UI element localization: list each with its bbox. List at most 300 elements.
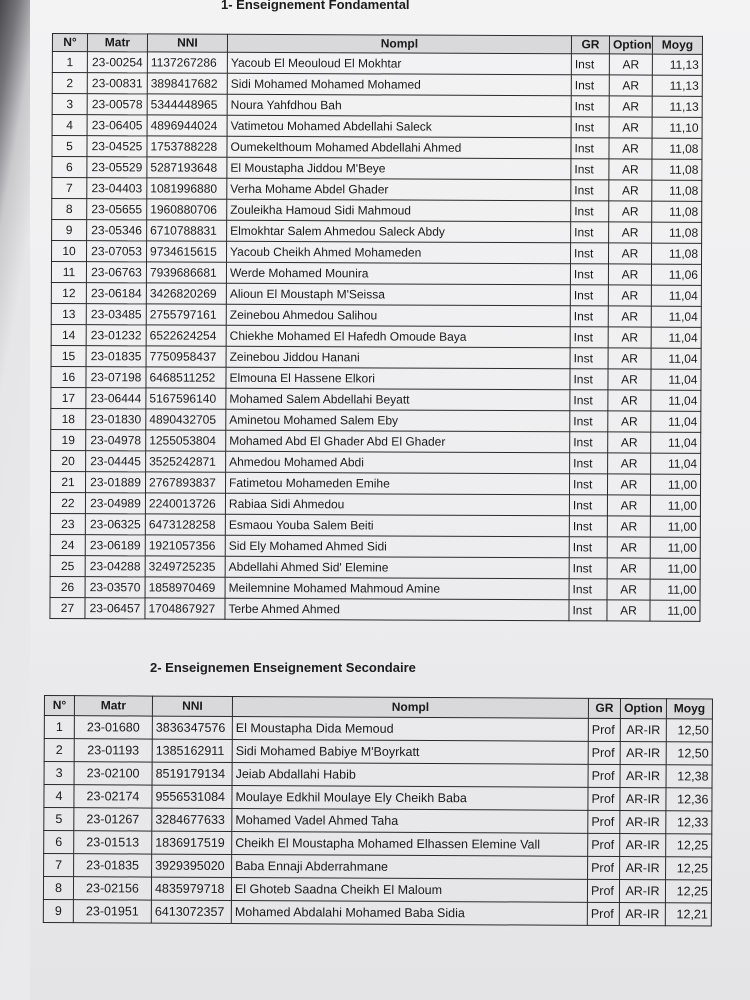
cell-gr: Inst xyxy=(570,327,608,348)
cell-num: 1 xyxy=(52,52,87,73)
cell-option: AR-IR xyxy=(619,880,665,903)
table-row xyxy=(44,716,712,742)
table-row xyxy=(51,345,701,369)
cell-moyg: 11,00 xyxy=(650,600,700,621)
cell-option: AR-IR xyxy=(620,742,666,765)
cell-option: AR-IR xyxy=(620,788,666,811)
secondaire-table xyxy=(43,695,713,926)
cell-option: AR xyxy=(607,474,650,495)
table-row xyxy=(52,220,702,244)
cell-matr: 23-01232 xyxy=(86,325,146,346)
cell-nompl: Mohamed Abd El Ghader Abd El Ghader xyxy=(226,430,570,453)
col-header-nompl: Nompl xyxy=(227,34,571,54)
cell-moyg: 11,04 xyxy=(651,327,701,348)
cell-nompl: Esmaou Youba Salem Beiti xyxy=(225,514,569,537)
col-header-moyg: Moyg xyxy=(666,699,712,719)
cell-nompl: Verha Mohame Abdel Ghader xyxy=(227,178,571,201)
cell-nompl: Yacoub El Meouloud El Mokhtar xyxy=(227,52,571,75)
cell-num: 4 xyxy=(52,115,87,136)
cell-num: 20 xyxy=(51,450,86,471)
cell-nni: 9556531084 xyxy=(152,785,232,808)
cell-gr: Inst xyxy=(569,474,607,495)
cell-matr: 23-01835 xyxy=(86,346,146,367)
cell-option: AR-IR xyxy=(620,719,666,742)
cell-option: AR-IR xyxy=(619,903,665,926)
cell-matr: 23-03570 xyxy=(85,577,145,598)
col-header-gr: GR xyxy=(571,36,609,54)
cell-moyg: 11,00 xyxy=(650,579,700,600)
cell-num: 23 xyxy=(50,513,85,534)
cell-nompl: Baba Ennaji Abderrahmane xyxy=(232,854,588,879)
table-row xyxy=(52,178,702,202)
cell-nni: 1255053804 xyxy=(146,430,226,451)
cell-gr: Inst xyxy=(569,600,607,621)
cell-matr: 23-07053 xyxy=(87,241,147,262)
cell-option: AR xyxy=(608,453,651,474)
table-row xyxy=(51,366,701,390)
cell-option: AR xyxy=(607,579,650,600)
table-row xyxy=(44,762,712,788)
cell-gr: Inst xyxy=(569,537,607,558)
cell-moyg: 12,25 xyxy=(665,880,711,903)
cell-matr: 23-02100 xyxy=(74,762,152,785)
cell-gr: Prof xyxy=(588,833,620,856)
cell-gr: Inst xyxy=(571,54,609,75)
cell-moyg: 11,00 xyxy=(650,558,700,579)
cell-num: 3 xyxy=(44,762,74,785)
table-row xyxy=(50,471,700,495)
cell-num: 12 xyxy=(51,282,86,303)
cell-num: 2 xyxy=(44,739,74,762)
cell-nompl: Mohamed Salem Abdellahi Beyatt xyxy=(226,388,570,411)
cell-num: 14 xyxy=(51,324,86,345)
cell-option: AR xyxy=(608,348,651,369)
cell-nompl: Yacoub Cheikh Ahmed Mohameden xyxy=(227,241,571,264)
table-row xyxy=(50,492,700,516)
cell-option: AR xyxy=(607,495,650,516)
cell-nompl: Ahmedou Mohamed Abdi xyxy=(226,451,570,474)
col-header-gr: GR xyxy=(588,698,620,718)
cell-num: 17 xyxy=(51,387,86,408)
cell-matr: 23-01513 xyxy=(74,831,152,854)
table-row xyxy=(50,555,700,579)
cell-nni: 7939686681 xyxy=(146,262,226,283)
table-body xyxy=(43,716,712,926)
cell-moyg: 11,08 xyxy=(652,159,702,180)
cell-moyg: 11,10 xyxy=(652,117,702,138)
cell-matr: 23-01830 xyxy=(86,409,146,430)
cell-num: 18 xyxy=(51,408,86,429)
col-header-nompl: Nompl xyxy=(232,696,588,718)
cell-nompl: Jeiab Abdallahi Habib xyxy=(232,762,588,787)
section-2-title: 2- Enseignemen Enseignement Secondaire xyxy=(150,660,416,675)
cell-num: 4 xyxy=(44,785,74,808)
cell-option: AR xyxy=(608,390,651,411)
col-header-num: N° xyxy=(44,696,74,716)
cell-moyg: 11,04 xyxy=(651,306,701,327)
cell-num: 22 xyxy=(50,492,85,513)
cell-moyg: 12,25 xyxy=(666,857,712,880)
cell-moyg: 11,04 xyxy=(651,411,701,432)
cell-moyg: 12,33 xyxy=(666,811,712,834)
cell-nni: 6473128258 xyxy=(145,514,225,535)
cell-nompl: Zeinebou Jiddou Hanani xyxy=(226,346,570,369)
cell-nni: 1385162911 xyxy=(152,739,232,762)
cell-moyg: 11,04 xyxy=(651,348,701,369)
cell-num: 8 xyxy=(52,199,87,220)
cell-gr: Inst xyxy=(571,138,609,159)
cell-nompl: El Moustapha Jiddou M'Beye xyxy=(227,157,571,180)
cell-gr: Inst xyxy=(569,495,607,516)
cell-num: 21 xyxy=(50,471,85,492)
cell-matr: 23-06189 xyxy=(85,535,145,556)
cell-gr: Prof xyxy=(588,718,620,741)
cell-moyg: 11,04 xyxy=(651,453,701,474)
cell-moyg: 11,13 xyxy=(652,75,702,96)
col-header-moyg: Moyg xyxy=(652,36,702,54)
cell-matr: 23-05346 xyxy=(87,220,147,241)
cell-matr: 23-05655 xyxy=(87,199,147,220)
cell-gr: Inst xyxy=(570,243,608,264)
cell-num: 11 xyxy=(51,262,86,283)
cell-moyg: 11,08 xyxy=(652,222,702,243)
cell-matr: 23-01193 xyxy=(74,739,152,762)
table-row xyxy=(52,241,702,265)
cell-moyg: 11,00 xyxy=(650,495,700,516)
cell-gr: Prof xyxy=(588,764,620,787)
section-1-title: 1- Enseignement Fondamental xyxy=(221,0,410,12)
col-header-num: N° xyxy=(52,34,87,52)
cell-option: AR xyxy=(609,75,652,96)
cell-nompl: Elmokhtar Salem Ahmedou Saleck Abdy xyxy=(227,220,571,243)
cell-num: 10 xyxy=(52,241,87,262)
col-header-nni: NNI xyxy=(152,696,232,716)
cell-nompl: Mohamed Abdalahi Mohamed Baba Sidia xyxy=(231,900,587,925)
cell-gr: Inst xyxy=(569,516,607,537)
table-row xyxy=(51,324,701,348)
cell-nompl: Meilemnine Mohamed Mahmoud Amine xyxy=(225,577,569,600)
cell-nni: 3836347576 xyxy=(152,716,232,739)
cell-moyg: 11,00 xyxy=(650,474,700,495)
cell-moyg: 12,25 xyxy=(666,834,712,857)
cell-num: 13 xyxy=(51,303,86,324)
cell-nompl: El Ghoteb Saadna Cheikh El Maloum xyxy=(231,877,587,902)
cell-nni: 1858970469 xyxy=(145,577,225,598)
cell-nni: 1081996880 xyxy=(147,178,227,199)
cell-moyg: 11,08 xyxy=(652,201,702,222)
cell-gr: Inst xyxy=(570,285,608,306)
cell-nni: 2240013726 xyxy=(145,493,225,514)
cell-nompl: Zeinebou Ahmedou Salihou xyxy=(226,304,570,327)
cell-gr: Inst xyxy=(571,180,609,201)
cell-option: AR xyxy=(609,222,652,243)
table-row xyxy=(44,831,712,857)
cell-nompl: Terbe Ahmed Ahmed xyxy=(225,598,569,621)
table-body xyxy=(50,52,702,622)
cell-num: 7 xyxy=(44,854,74,877)
cell-nni: 5344448965 xyxy=(147,94,227,115)
cell-option: AR xyxy=(608,243,651,264)
cell-nompl: Fatimetou Mohameden Emihe xyxy=(225,472,569,495)
cell-gr: Inst xyxy=(569,579,607,600)
cell-nni: 6468511252 xyxy=(146,367,226,388)
cell-nompl: Noura Yahfdhou Bah xyxy=(227,94,571,117)
table-row xyxy=(51,303,701,327)
cell-matr: 23-01889 xyxy=(85,472,145,493)
cell-option: AR xyxy=(607,600,650,621)
cell-option: AR xyxy=(608,369,651,390)
table-row xyxy=(50,576,700,600)
cell-nni: 1836917519 xyxy=(152,831,232,854)
cell-nni: 5167596140 xyxy=(146,388,226,409)
cell-nni: 3525242871 xyxy=(146,451,226,472)
cell-nompl: El Moustapha Dida Memoud xyxy=(232,716,588,741)
cell-matr: 23-06763 xyxy=(86,262,146,283)
table-row xyxy=(52,136,702,160)
cell-option: AR xyxy=(608,432,651,453)
cell-nompl: Sid Ely Mohamed Ahmed Sidi xyxy=(225,535,569,558)
cell-nni: 4835979718 xyxy=(151,877,231,900)
cell-nompl: Oumekelthoum Mohamed Abdellahi Ahmed xyxy=(227,136,571,159)
cell-nni: 2755797161 xyxy=(146,304,226,325)
cell-nni: 9734615615 xyxy=(147,241,227,262)
cell-matr: 23-00831 xyxy=(87,73,147,94)
table-row xyxy=(51,450,701,474)
cell-gr: Inst xyxy=(570,453,608,474)
table-row xyxy=(44,854,712,880)
table-row xyxy=(51,429,701,453)
cell-moyg: 11,13 xyxy=(652,96,702,117)
cell-option: AR xyxy=(609,54,652,75)
cell-matr: 23-00578 xyxy=(87,94,147,115)
table-row xyxy=(52,94,702,118)
cell-nni: 1704867927 xyxy=(145,598,225,619)
cell-moyg: 12,36 xyxy=(666,788,712,811)
cell-option: AR xyxy=(609,201,652,222)
cell-num: 3 xyxy=(52,94,87,115)
cell-nompl: Moulaye Edkhil Moulaye Ely Cheikh Baba xyxy=(232,785,588,810)
cell-gr: Inst xyxy=(570,348,608,369)
table-row xyxy=(52,115,702,139)
cell-nompl: Aminetou Mohamed Salem Eby xyxy=(226,409,570,432)
table-row xyxy=(43,899,711,925)
cell-moyg: 11,08 xyxy=(652,138,702,159)
cell-gr: Inst xyxy=(571,96,609,117)
cell-moyg: 11,04 xyxy=(651,432,701,453)
cell-moyg: 12,50 xyxy=(666,742,712,765)
table-row xyxy=(50,513,700,537)
cell-nni: 7750958437 xyxy=(146,346,226,367)
table-row xyxy=(52,157,702,181)
cell-moyg: 11,08 xyxy=(652,180,702,201)
cell-gr: Prof xyxy=(587,902,619,925)
col-header-matr: Matr xyxy=(74,696,152,716)
cell-nompl: Vatimetou Mohamed Abdellahi Saleck xyxy=(227,115,571,138)
cell-nni: 3249725235 xyxy=(145,556,225,577)
cell-gr: Inst xyxy=(570,264,608,285)
cell-num: 1 xyxy=(44,716,74,739)
col-header-matr: Matr xyxy=(87,34,147,52)
cell-nni: 1921057356 xyxy=(145,535,225,556)
cell-nni: 4896944024 xyxy=(147,115,227,136)
cell-matr: 23-06184 xyxy=(86,283,146,304)
cell-gr: Inst xyxy=(570,369,608,390)
cell-moyg: 11,13 xyxy=(652,54,702,75)
cell-matr: 23-06325 xyxy=(85,514,145,535)
cell-matr: 23-02174 xyxy=(74,785,152,808)
table-row xyxy=(44,808,712,834)
cell-moyg: 11,00 xyxy=(650,516,700,537)
col-header-option: Option xyxy=(609,36,652,54)
cell-nni: 3426820269 xyxy=(146,283,226,304)
cell-moyg: 11,06 xyxy=(651,264,701,285)
cell-option: AR-IR xyxy=(620,834,666,857)
cell-option: AR xyxy=(609,138,652,159)
cell-nni: 3284677633 xyxy=(152,808,232,831)
cell-matr: 23-00254 xyxy=(87,52,147,73)
cell-nompl: Chiekhe Mohamed El Hafedh Omoude Baya xyxy=(226,325,570,348)
cell-num: 7 xyxy=(52,178,87,199)
cell-matr: 23-06405 xyxy=(87,115,147,136)
cell-matr: 23-02156 xyxy=(73,877,151,900)
cell-matr: 23-06444 xyxy=(86,388,146,409)
cell-nni: 3929395020 xyxy=(152,854,232,877)
cell-num: 8 xyxy=(43,877,73,900)
cell-nni: 3898417682 xyxy=(147,73,227,94)
cell-option: AR xyxy=(608,327,651,348)
cell-matr: 23-04445 xyxy=(86,451,146,472)
cell-num: 5 xyxy=(44,808,74,831)
cell-gr: Prof xyxy=(588,810,620,833)
cell-gr: Inst xyxy=(571,222,609,243)
cell-num: 9 xyxy=(43,899,73,922)
cell-num: 6 xyxy=(52,157,87,178)
cell-gr: Inst xyxy=(570,306,608,327)
cell-gr: Inst xyxy=(571,201,609,222)
cell-nni: 6413072357 xyxy=(151,900,231,923)
cell-option: AR xyxy=(609,117,652,138)
cell-option: AR xyxy=(608,411,651,432)
cell-nni: 5287193648 xyxy=(147,157,227,178)
cell-option: AR-IR xyxy=(620,811,666,834)
cell-nni: 8519179134 xyxy=(152,762,232,785)
table-row xyxy=(51,387,701,411)
cell-nompl: Elmouna El Hassene Elkori xyxy=(226,367,570,390)
col-header-option: Option xyxy=(620,699,666,719)
cell-moyg: 11,04 xyxy=(651,369,701,390)
cell-option: AR-IR xyxy=(620,765,666,788)
cell-gr: Inst xyxy=(569,558,607,579)
table-row xyxy=(51,262,701,286)
cell-nompl: Rabiaa Sidi Ahmedou xyxy=(225,493,569,516)
cell-option: AR xyxy=(608,285,651,306)
cell-nompl: Werde Mohamed Mounira xyxy=(226,262,570,285)
table-row xyxy=(52,73,702,97)
table-row xyxy=(50,534,700,558)
cell-gr: Inst xyxy=(570,432,608,453)
cell-gr: Prof xyxy=(588,787,620,810)
cell-matr: 23-04403 xyxy=(87,178,147,199)
cell-num: 2 xyxy=(52,73,87,94)
cell-option: AR xyxy=(607,558,650,579)
cell-matr: 23-01680 xyxy=(74,716,152,739)
cell-num: 9 xyxy=(52,220,87,241)
table-row xyxy=(43,877,711,903)
table-row xyxy=(52,199,702,223)
table-row xyxy=(44,739,712,765)
cell-matr: 23-01835 xyxy=(74,854,152,877)
table-row xyxy=(50,597,700,621)
cell-nompl: Abdellahi Ahmed Sid' Elemine xyxy=(225,556,569,579)
cell-option: AR xyxy=(609,96,652,117)
cell-nompl: Sidi Mohamed Mohamed Mohamed xyxy=(227,73,571,96)
cell-moyg: 11,04 xyxy=(651,390,701,411)
cell-option: AR xyxy=(607,537,650,558)
table-row xyxy=(52,52,702,76)
cell-num: 27 xyxy=(50,597,85,618)
cell-nni: 4890432705 xyxy=(146,409,226,430)
cell-gr: Prof xyxy=(588,856,620,879)
cell-num: 25 xyxy=(50,555,85,576)
cell-gr: Prof xyxy=(588,741,620,764)
cell-gr: Inst xyxy=(570,411,608,432)
cell-matr: 23-05529 xyxy=(87,157,147,178)
cell-nni: 6710788831 xyxy=(147,220,227,241)
cell-gr: Inst xyxy=(571,117,609,138)
fondamental-table xyxy=(49,33,703,622)
table-row xyxy=(44,785,712,811)
cell-moyg: 12,21 xyxy=(665,903,711,926)
cell-moyg: 12,50 xyxy=(666,719,712,742)
cell-nompl: Mohamed Vadel Ahmed Taha xyxy=(232,808,588,833)
table-row xyxy=(51,282,701,306)
cell-gr: Prof xyxy=(587,879,619,902)
cell-moyg: 11,04 xyxy=(651,285,701,306)
cell-nompl: Cheikh El Moustapha Mohamed Elhassen Elemine Vall xyxy=(232,831,588,856)
cell-nni: 1753788228 xyxy=(147,136,227,157)
cell-matr: 23-04288 xyxy=(85,556,145,577)
cell-num: 6 xyxy=(44,831,74,854)
cell-num: 5 xyxy=(52,136,87,157)
cell-nompl: Sidi Mohamed Babiye M'Boyrkatt xyxy=(232,739,588,764)
cell-option: AR xyxy=(608,264,651,285)
col-header-nni: NNI xyxy=(147,34,227,52)
cell-moyg: 11,08 xyxy=(651,243,701,264)
cell-matr: 23-04989 xyxy=(85,493,145,514)
cell-gr: Inst xyxy=(571,159,609,180)
cell-matr: 23-04525 xyxy=(87,136,147,157)
cell-nni: 6522624254 xyxy=(146,325,226,346)
cell-option: AR xyxy=(609,180,652,201)
cell-matr: 23-04978 xyxy=(86,430,146,451)
cell-matr: 23-06457 xyxy=(85,598,145,619)
cell-matr: 23-03485 xyxy=(86,304,146,325)
cell-nni: 2767893837 xyxy=(145,472,225,493)
cell-nni: 1137267286 xyxy=(147,52,227,73)
cell-num: 24 xyxy=(50,534,85,555)
cell-option: AR xyxy=(607,516,650,537)
cell-matr: 23-07198 xyxy=(86,367,146,388)
cell-num: 15 xyxy=(51,345,86,366)
cell-num: 19 xyxy=(51,429,86,450)
cell-nni: 1960880706 xyxy=(147,199,227,220)
cell-option: AR xyxy=(608,306,651,327)
cell-moyg: 11,00 xyxy=(650,537,700,558)
cell-num: 16 xyxy=(51,366,86,387)
cell-matr: 23-01267 xyxy=(74,808,152,831)
cell-gr: Inst xyxy=(570,390,608,411)
table-row xyxy=(51,408,701,432)
